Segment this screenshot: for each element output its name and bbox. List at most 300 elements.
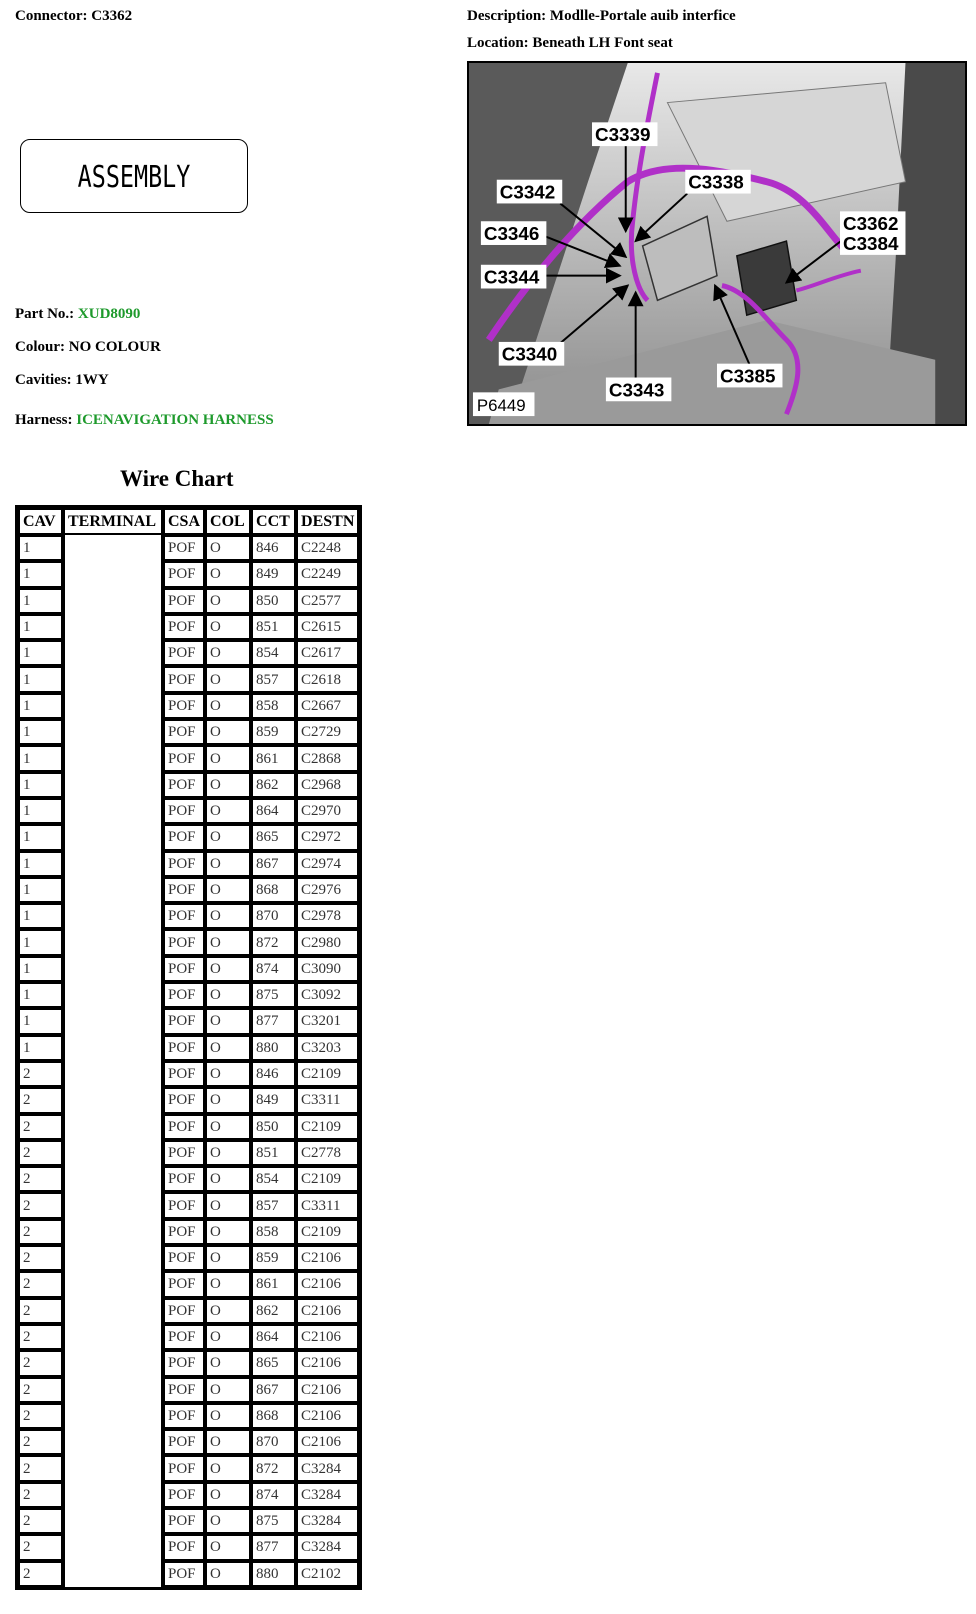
cell-col: O	[205, 640, 251, 666]
cell-terminal	[63, 1455, 163, 1481]
table-row	[18, 1534, 359, 1560]
cell-cct: 859	[251, 1245, 296, 1271]
cell-cct: 858	[251, 1219, 296, 1245]
cell-col: O	[205, 1114, 251, 1140]
cell-terminal	[63, 903, 163, 929]
cell-csa: POF	[163, 1324, 205, 1350]
part-no-label: Part No.:	[15, 306, 75, 322]
table-row	[18, 851, 359, 877]
cell-col: O	[205, 1192, 251, 1218]
cell-col: O	[205, 1061, 251, 1087]
cell-csa: POF	[163, 693, 205, 719]
cell-col: O	[205, 1008, 251, 1034]
cell-cav: 1	[18, 772, 63, 798]
col-header-cct: CCT	[251, 508, 296, 535]
location-line	[467, 35, 673, 52]
cell-destn: C2970	[296, 798, 359, 824]
cell-destn: C2109	[296, 1114, 359, 1140]
table-row	[18, 1061, 359, 1087]
cell-cct: 850	[251, 1114, 296, 1140]
callout-c3338: C3338	[688, 171, 744, 193]
cell-csa: POF	[163, 1166, 205, 1192]
cell-cav: 2	[18, 1061, 63, 1087]
cell-terminal	[63, 535, 163, 561]
location-value: Beneath LH Font seat	[532, 35, 673, 51]
cell-cav: 1	[18, 824, 63, 850]
table-row	[18, 588, 359, 614]
cavities-value: 1WY	[75, 372, 109, 388]
cell-cav: 1	[18, 693, 63, 719]
cell-csa: POF	[163, 1035, 205, 1061]
cell-terminal	[63, 1087, 163, 1113]
wire-chart-title: Wire Chart	[120, 466, 234, 491]
table-row	[18, 1035, 359, 1061]
table-row	[18, 614, 359, 640]
cell-destn: C2976	[296, 877, 359, 903]
cell-cct: 868	[251, 1403, 296, 1429]
cell-csa: POF	[163, 1403, 205, 1429]
cell-cct: 870	[251, 903, 296, 929]
cell-destn: C2617	[296, 640, 359, 666]
cell-cav: 2	[18, 1219, 63, 1245]
cell-cct: 846	[251, 1061, 296, 1087]
harness-value: ICENAVIGATION HARNESS	[76, 412, 274, 428]
callout-c3346: C3346	[483, 223, 540, 245]
cell-terminal	[63, 1271, 163, 1297]
table-row	[18, 1455, 359, 1481]
cell-col: O	[205, 1508, 251, 1534]
cell-col: O	[205, 1219, 251, 1245]
cell-cct: 875	[251, 1508, 296, 1534]
cell-destn: C2106	[296, 1324, 359, 1350]
cell-destn: C2249	[296, 561, 359, 587]
cell-csa: POF	[163, 956, 205, 982]
cell-csa: POF	[163, 666, 205, 692]
cell-terminal	[63, 1061, 163, 1087]
cell-csa: POF	[163, 1455, 205, 1481]
table-row	[18, 1482, 359, 1508]
cell-cav: 2	[18, 1324, 63, 1350]
cell-cav: 1	[18, 640, 63, 666]
table-row	[18, 1298, 359, 1324]
cell-cct: 851	[251, 614, 296, 640]
cell-terminal	[63, 1508, 163, 1534]
cell-cct: 859	[251, 719, 296, 745]
cell-destn: C3203	[296, 1035, 359, 1061]
cell-cav: 2	[18, 1429, 63, 1455]
cell-destn: C2106	[296, 1403, 359, 1429]
cell-cct: 861	[251, 1271, 296, 1297]
cell-csa: POF	[163, 1561, 205, 1587]
cell-csa: POF	[163, 824, 205, 850]
cell-csa: POF	[163, 1008, 205, 1034]
cell-cav: 1	[18, 719, 63, 745]
cell-csa: POF	[163, 1061, 205, 1087]
cell-cav: 1	[18, 982, 63, 1008]
cell-cav: 1	[18, 877, 63, 903]
cell-terminal	[63, 1324, 163, 1350]
cell-cct: 877	[251, 1534, 296, 1560]
cell-csa: POF	[163, 614, 205, 640]
cell-cct: 874	[251, 1482, 296, 1508]
cell-terminal	[63, 588, 163, 614]
table-row	[18, 666, 359, 692]
cell-destn: C2978	[296, 903, 359, 929]
cell-cav: 2	[18, 1271, 63, 1297]
harness-line	[15, 412, 274, 429]
cell-col: O	[205, 745, 251, 771]
table-row	[18, 956, 359, 982]
table-row	[18, 719, 359, 745]
cell-cct: 858	[251, 693, 296, 719]
cell-csa: POF	[163, 982, 205, 1008]
cell-csa: POF	[163, 1377, 205, 1403]
location-label: Location:	[467, 35, 529, 51]
cell-cct: 862	[251, 1298, 296, 1324]
cell-col: O	[205, 1298, 251, 1324]
cell-cav: 1	[18, 1035, 63, 1061]
col-header-cav: CAV	[18, 508, 63, 535]
cell-cav: 1	[18, 851, 63, 877]
cell-cct: 861	[251, 745, 296, 771]
cell-csa: POF	[163, 1298, 205, 1324]
cell-cav: 1	[18, 798, 63, 824]
wire-chart-header-row	[18, 508, 359, 535]
cell-col: O	[205, 956, 251, 982]
cell-terminal	[63, 561, 163, 587]
cell-cct: 857	[251, 666, 296, 692]
table-row	[18, 1429, 359, 1455]
cell-cav: 2	[18, 1298, 63, 1324]
cell-destn: C2667	[296, 693, 359, 719]
cell-terminal	[63, 719, 163, 745]
cell-csa: POF	[163, 1140, 205, 1166]
cell-col: O	[205, 824, 251, 850]
table-row	[18, 903, 359, 929]
cell-col: O	[205, 693, 251, 719]
cell-col: O	[205, 1245, 251, 1271]
cell-cav: 1	[18, 745, 63, 771]
connector-line	[15, 8, 132, 25]
connector-value: C3362	[91, 8, 133, 24]
table-row	[18, 824, 359, 850]
table-row	[18, 1192, 359, 1218]
callout-c3362: C3362	[842, 213, 899, 235]
cell-csa: POF	[163, 1508, 205, 1534]
cell-cct: 875	[251, 982, 296, 1008]
cell-terminal	[63, 1298, 163, 1324]
cell-destn: C2106	[296, 1245, 359, 1271]
cell-cct: 849	[251, 1087, 296, 1113]
wire-chart-table	[15, 505, 362, 1590]
cell-cct: 850	[251, 588, 296, 614]
cell-terminal	[63, 614, 163, 640]
cell-destn: C2248	[296, 535, 359, 561]
cell-terminal	[63, 956, 163, 982]
col-header-terminal: TERMINAL	[63, 508, 163, 535]
cell-terminal	[63, 1035, 163, 1061]
cell-cav: 1	[18, 956, 63, 982]
table-row	[18, 1324, 359, 1350]
part-no-value: XUD8090	[77, 306, 141, 322]
cell-cav: 2	[18, 1087, 63, 1113]
cell-terminal	[63, 982, 163, 1008]
connector-label: Connector:	[15, 8, 88, 24]
table-row	[18, 1114, 359, 1140]
description-line	[467, 8, 736, 25]
table-row	[18, 693, 359, 719]
cell-csa: POF	[163, 1192, 205, 1218]
cell-terminal	[63, 824, 163, 850]
cell-cav: 2	[18, 1455, 63, 1481]
cell-cav: 2	[18, 1192, 63, 1218]
cell-col: O	[205, 851, 251, 877]
cell-terminal	[63, 1192, 163, 1218]
table-row	[18, 877, 359, 903]
cell-terminal	[63, 1429, 163, 1455]
cell-col: O	[205, 903, 251, 929]
cell-col: O	[205, 1271, 251, 1297]
cell-destn: C2980	[296, 929, 359, 955]
cell-terminal	[63, 640, 163, 666]
cell-destn: C2729	[296, 719, 359, 745]
cell-col: O	[205, 1035, 251, 1061]
cell-cav: 2	[18, 1508, 63, 1534]
cell-cav: 2	[18, 1482, 63, 1508]
cell-col: O	[205, 1377, 251, 1403]
table-row	[18, 1377, 359, 1403]
cell-cct: 872	[251, 1455, 296, 1481]
cell-cct: 864	[251, 798, 296, 824]
table-row	[18, 1008, 359, 1034]
cell-destn: C2974	[296, 851, 359, 877]
cell-col: O	[205, 535, 251, 561]
cell-col: O	[205, 719, 251, 745]
cell-csa: POF	[163, 877, 205, 903]
cell-cav: 2	[18, 1350, 63, 1376]
description-label: Description:	[467, 8, 547, 24]
cell-cav: 2	[18, 1377, 63, 1403]
col-header-destn: DESTN	[296, 508, 359, 535]
cell-cct: 880	[251, 1561, 296, 1587]
cell-csa: POF	[163, 1245, 205, 1271]
table-row	[18, 1166, 359, 1192]
callout-c3343: C3343	[608, 379, 665, 401]
callout-c3339: C3339	[594, 124, 651, 146]
cell-terminal	[63, 1534, 163, 1560]
cell-col: O	[205, 1455, 251, 1481]
cell-cct: 877	[251, 1008, 296, 1034]
table-row	[18, 1245, 359, 1271]
cell-destn: C3092	[296, 982, 359, 1008]
cell-csa: POF	[163, 1350, 205, 1376]
cell-destn: C2106	[296, 1429, 359, 1455]
cell-cav: 1	[18, 929, 63, 955]
cell-csa: POF	[163, 1219, 205, 1245]
cell-col: O	[205, 666, 251, 692]
cell-terminal	[63, 851, 163, 877]
cell-cct: 865	[251, 1350, 296, 1376]
cell-destn: C3284	[296, 1455, 359, 1481]
colour-line	[15, 339, 161, 356]
cell-col: O	[205, 1482, 251, 1508]
cell-col: O	[205, 798, 251, 824]
cell-csa: POF	[163, 535, 205, 561]
cell-terminal	[63, 772, 163, 798]
callout-c3340: C3340	[501, 343, 558, 365]
table-row	[18, 929, 359, 955]
cell-col: O	[205, 1087, 251, 1113]
cell-csa: POF	[163, 1534, 205, 1560]
cell-csa: POF	[163, 561, 205, 587]
cell-destn: C2577	[296, 588, 359, 614]
table-row	[18, 1271, 359, 1297]
cell-cav: 2	[18, 1534, 63, 1560]
assembly-label: ASSEMBLY	[77, 160, 191, 195]
cell-terminal	[63, 877, 163, 903]
cell-terminal	[63, 1482, 163, 1508]
col-header-csa: CSA	[163, 508, 205, 535]
cavities-label: Cavities:	[15, 372, 72, 388]
cell-col: O	[205, 1324, 251, 1350]
cell-csa: POF	[163, 719, 205, 745]
table-row	[18, 772, 359, 798]
cell-destn: C2968	[296, 772, 359, 798]
callout-c3385: C3385	[719, 365, 776, 387]
cell-csa: POF	[163, 1114, 205, 1140]
table-row	[18, 1403, 359, 1429]
cell-cct: 857	[251, 1192, 296, 1218]
part-no-line	[15, 306, 140, 323]
table-row	[18, 745, 359, 771]
cell-destn: C2106	[296, 1350, 359, 1376]
cell-col: O	[205, 1534, 251, 1560]
cell-csa: POF	[163, 1087, 205, 1113]
harness-label: Harness:	[15, 412, 73, 428]
cell-cav: 2	[18, 1403, 63, 1429]
cell-col: O	[205, 588, 251, 614]
cell-cct: 854	[251, 1166, 296, 1192]
cell-terminal	[63, 1403, 163, 1429]
cell-terminal	[63, 693, 163, 719]
cell-col: O	[205, 614, 251, 640]
cell-cav: 1	[18, 588, 63, 614]
cell-cct: 862	[251, 772, 296, 798]
table-row	[18, 535, 359, 561]
cell-destn: C2106	[296, 1298, 359, 1324]
table-row	[18, 1508, 359, 1534]
cell-cav: 1	[18, 903, 63, 929]
cell-destn: C2109	[296, 1061, 359, 1087]
cell-terminal	[63, 1166, 163, 1192]
cell-terminal	[63, 1114, 163, 1140]
cell-csa: POF	[163, 851, 205, 877]
cell-destn: C3284	[296, 1482, 359, 1508]
cell-terminal	[63, 1008, 163, 1034]
cell-csa: POF	[163, 772, 205, 798]
assembly-box	[20, 139, 248, 213]
cell-col: O	[205, 1561, 251, 1587]
cell-cct: 867	[251, 851, 296, 877]
cell-destn: C2109	[296, 1219, 359, 1245]
cell-destn: C2109	[296, 1166, 359, 1192]
cell-col: O	[205, 929, 251, 955]
table-row	[18, 561, 359, 587]
col-header-col: COL	[205, 508, 251, 535]
cell-destn: C2868	[296, 745, 359, 771]
table-row	[18, 640, 359, 666]
table-row	[18, 1350, 359, 1376]
cell-terminal	[63, 1140, 163, 1166]
cell-terminal	[63, 745, 163, 771]
cell-destn: C3311	[296, 1192, 359, 1218]
cell-csa: POF	[163, 798, 205, 824]
cell-col: O	[205, 1140, 251, 1166]
cell-cct: 868	[251, 877, 296, 903]
cell-destn: C3311	[296, 1087, 359, 1113]
cell-destn: C3284	[296, 1508, 359, 1534]
cell-cav: 1	[18, 614, 63, 640]
cell-terminal	[63, 1245, 163, 1271]
cell-cav: 2	[18, 1140, 63, 1166]
cell-csa: POF	[163, 588, 205, 614]
callout-c3344: C3344	[483, 266, 540, 288]
callout-c3384: C3384	[842, 232, 899, 254]
cell-terminal	[63, 929, 163, 955]
cell-col: O	[205, 982, 251, 1008]
colour-value: NO COLOUR	[68, 339, 161, 355]
cell-destn: C2778	[296, 1140, 359, 1166]
cell-cct: 872	[251, 929, 296, 955]
table-row	[18, 1087, 359, 1113]
photo-ref: P6449	[476, 396, 526, 416]
cell-cct: 854	[251, 640, 296, 666]
wire-chart-body	[18, 535, 359, 1587]
cell-cav: 2	[18, 1245, 63, 1271]
cell-cav: 1	[18, 1008, 63, 1034]
cell-csa: POF	[163, 903, 205, 929]
cell-cav: 1	[18, 535, 63, 561]
cell-col: O	[205, 1429, 251, 1455]
cell-terminal	[63, 1377, 163, 1403]
location-photo	[467, 61, 967, 426]
description-value: Modlle-Portale auib interfice	[549, 8, 736, 24]
table-row	[18, 1219, 359, 1245]
cell-destn: C3284	[296, 1534, 359, 1560]
cell-terminal	[63, 1561, 163, 1587]
cell-terminal	[63, 666, 163, 692]
cell-destn: C2972	[296, 824, 359, 850]
cell-destn: C3201	[296, 1008, 359, 1034]
cell-destn: C2102	[296, 1561, 359, 1587]
cell-cct: 867	[251, 1377, 296, 1403]
cell-col: O	[205, 1403, 251, 1429]
cell-cct: 851	[251, 1140, 296, 1166]
cell-cct: 865	[251, 824, 296, 850]
cell-col: O	[205, 877, 251, 903]
callout-c3342: C3342	[499, 181, 556, 203]
cell-col: O	[205, 1350, 251, 1376]
cell-destn: C2106	[296, 1377, 359, 1403]
cell-terminal	[63, 798, 163, 824]
cell-destn: C2106	[296, 1271, 359, 1297]
cell-destn: C2615	[296, 614, 359, 640]
cell-csa: POF	[163, 1429, 205, 1455]
cell-cct: 849	[251, 561, 296, 587]
cell-destn: C2618	[296, 666, 359, 692]
cell-csa: POF	[163, 640, 205, 666]
cell-csa: POF	[163, 929, 205, 955]
